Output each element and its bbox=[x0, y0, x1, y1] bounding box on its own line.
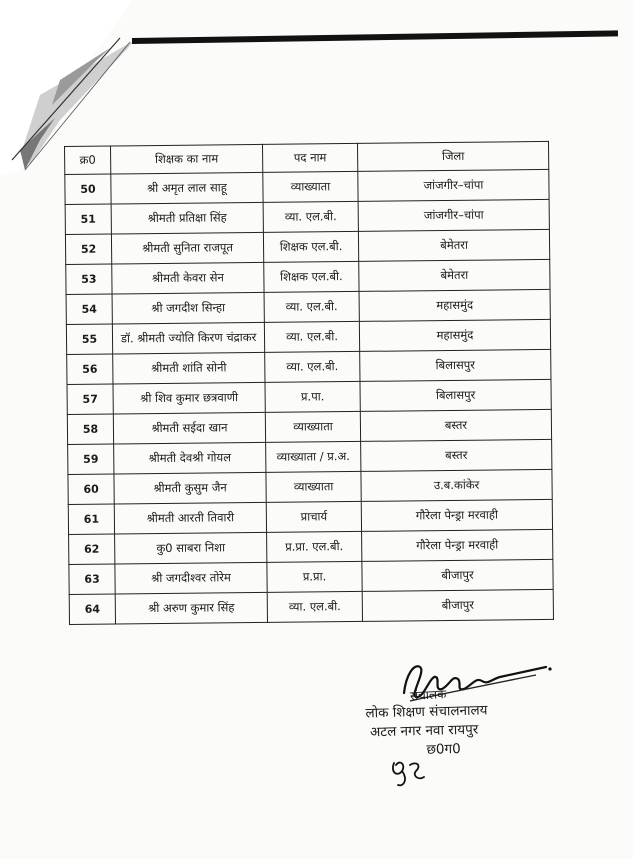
name-cell: श्रीमती केवरा सेन bbox=[112, 262, 264, 294]
serial-cell: 61 bbox=[68, 504, 114, 534]
district-cell: गौरेला पेन्ड्रा मरवाही bbox=[362, 529, 553, 561]
post-cell: व्या. एल.बी. bbox=[264, 291, 359, 322]
designation-label: संचालक bbox=[409, 687, 447, 703]
name-cell: श्री जगदीश सिन्हा bbox=[112, 292, 264, 324]
district-cell: जांजगीर–चांपा bbox=[358, 169, 549, 201]
name-cell: श्रीमती देवश्री गोयल bbox=[114, 442, 266, 474]
serial-cell: 52 bbox=[65, 234, 111, 264]
name-cell: श्रीमती सईदा खान bbox=[113, 412, 265, 444]
post-cell: व्या. एल.बी. bbox=[265, 351, 360, 382]
district-cell: बिलासपुर bbox=[360, 349, 551, 381]
handwritten-initial bbox=[388, 755, 428, 791]
post-cell: प्र.प्रा. bbox=[267, 561, 362, 592]
district-cell: बेमेतरा bbox=[359, 259, 550, 291]
serial-cell: 51 bbox=[65, 204, 111, 234]
name-cell: श्रीमती कुसुम जैन bbox=[114, 472, 266, 504]
post-cell: प्राचार्य bbox=[266, 501, 361, 532]
serial-cell: 56 bbox=[67, 354, 113, 384]
serial-cell: 62 bbox=[69, 534, 115, 564]
district-cell: बस्तर bbox=[360, 409, 551, 441]
post-cell: व्याख्याता bbox=[266, 471, 361, 502]
name-cell: श्री अरुण कुमार सिंह bbox=[115, 592, 267, 624]
col-header-serial: क्र0 bbox=[65, 146, 111, 174]
col-header-post: पद नाम bbox=[262, 143, 357, 172]
serial-cell: 57 bbox=[67, 384, 113, 414]
post-cell: व्याख्याता bbox=[263, 171, 358, 202]
district-cell: महासमुंद bbox=[359, 289, 550, 321]
name-cell: श्रीमती सुनिता राजपूत bbox=[111, 232, 263, 264]
office-line: छ0ग0 bbox=[426, 741, 461, 758]
post-cell: शिक्षक एल.बी. bbox=[264, 261, 359, 292]
office-line: अटल नगर नवा रायपुर bbox=[369, 721, 479, 741]
office-address bbox=[365, 700, 556, 762]
name-cell: श्रीमती आरती तिवारी bbox=[114, 502, 266, 534]
post-cell: व्या. एल.बी. bbox=[264, 321, 359, 352]
serial-cell: 64 bbox=[69, 594, 115, 624]
district-cell: जांजगीर–चांपा bbox=[358, 199, 549, 231]
name-cell: श्री जगदीश्वर तोरेम bbox=[115, 562, 267, 594]
teacher-table bbox=[64, 141, 554, 625]
table-row bbox=[69, 589, 553, 624]
serial-cell: 50 bbox=[65, 174, 111, 204]
office-line: लोक शिक्षण संचालनालय bbox=[365, 702, 488, 722]
serial-cell: 54 bbox=[66, 294, 112, 324]
name-cell: श्रीमती शांति सोनी bbox=[113, 352, 265, 384]
district-cell: बेमेतरा bbox=[358, 229, 549, 261]
post-cell: व्या. एल.बी. bbox=[263, 201, 358, 232]
district-cell: उ.ब.कांकेर bbox=[361, 469, 552, 501]
district-cell: महासमुंद bbox=[359, 319, 550, 351]
serial-cell: 53 bbox=[66, 264, 112, 294]
post-cell: शिक्षक एल.बी. bbox=[263, 231, 358, 262]
name-cell: श्री शिव कुमार छत्रवाणी bbox=[113, 382, 265, 414]
post-cell: व्या. एल.बी. bbox=[267, 591, 362, 622]
district-cell: बिलासपुर bbox=[360, 379, 551, 411]
col-header-district: जिला bbox=[357, 141, 548, 171]
name-cell: श्रीमती प्रतिक्षा सिंह bbox=[111, 202, 263, 234]
serial-cell: 59 bbox=[68, 444, 114, 474]
serial-cell: 63 bbox=[69, 564, 115, 594]
district-cell: बीजापुर bbox=[362, 559, 553, 591]
district-cell: बीजापुर bbox=[362, 589, 553, 621]
post-cell: प्र.प्रा. एल.बी. bbox=[267, 531, 362, 562]
post-cell: व्याख्याता bbox=[265, 411, 360, 442]
name-cell: श्री अमृत लाल साहू bbox=[111, 172, 263, 204]
col-header-name: शिक्षक का नाम bbox=[111, 144, 263, 174]
post-cell: प्र.पा. bbox=[265, 381, 360, 412]
serial-cell: 58 bbox=[67, 414, 113, 444]
post-cell: व्याख्याता / प्र.अ. bbox=[266, 441, 361, 472]
serial-cell: 60 bbox=[68, 474, 114, 504]
serial-cell: 55 bbox=[66, 324, 112, 354]
name-cell: डॉ. श्रीमती ज्योति किरण चंद्राकर bbox=[112, 322, 264, 354]
district-cell: गौरेला पेन्ड्रा मरवाही bbox=[361, 499, 552, 531]
name-cell: कु0 साबरा निशा bbox=[115, 532, 267, 564]
district-cell: बस्तर bbox=[361, 439, 552, 471]
